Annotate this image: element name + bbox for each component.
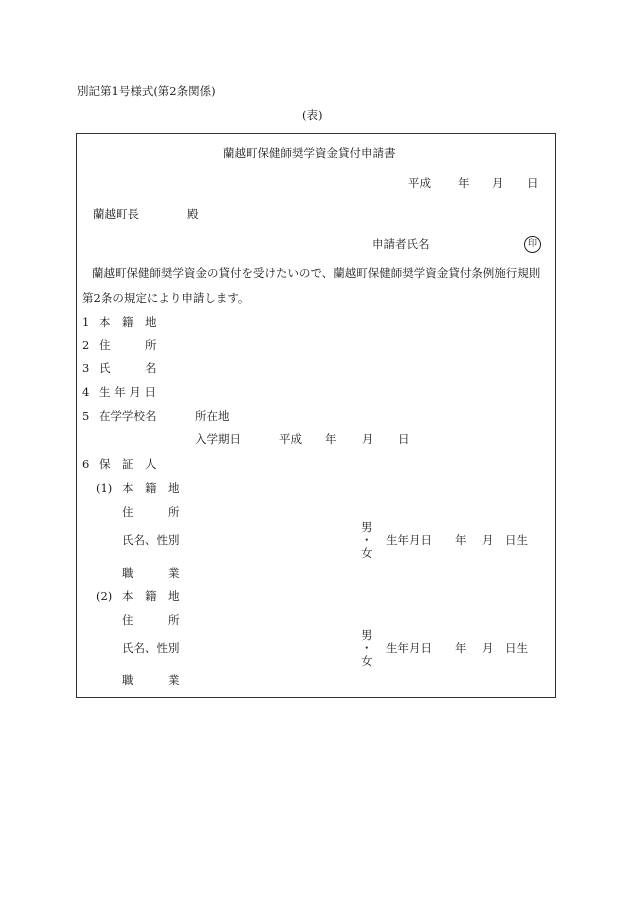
guarantor-1-birth-day: 日生: [505, 533, 528, 547]
guarantor-1-domicile-label: 本 籍 地: [122, 481, 180, 495]
date-month: 月: [492, 176, 504, 190]
item-6-guarantor-label: 保 証 人: [99, 457, 157, 471]
guarantor-1-birthdate-label: 生年月日: [386, 533, 432, 547]
guarantor-1-index: (1): [96, 481, 113, 495]
item-4-birthdate-label: 生 年 月 日: [99, 385, 156, 399]
guarantor-1-birth-month: 月: [482, 533, 494, 547]
item-2-address-label: 住 所: [99, 338, 157, 352]
item-5-school-label: 在学学校名: [99, 409, 157, 423]
date-era: 平成: [408, 176, 431, 190]
form-number: 別記第1号様式(第2条関係): [77, 84, 216, 98]
guarantor-2-birth-month: 月: [482, 641, 494, 655]
body-text-line1: 蘭越町保健師奨学資金の貸付を受けたいので、蘭越町保健師奨学資金貸付条例施行規則: [92, 266, 541, 280]
school-entry-year: 年: [325, 432, 337, 446]
form-title: 蘭越町保健師奨学資金貸付申請書: [223, 146, 396, 160]
guarantor-1-birth-year: 年: [455, 533, 467, 547]
school-entry-era: 平成: [279, 432, 302, 446]
school-entry-date-label: 入学期日: [195, 432, 241, 446]
school-location-label: 所在地: [195, 409, 230, 423]
guarantor-1-female-option: 女: [361, 546, 373, 560]
guarantor-2-address-label: 住 所: [122, 613, 180, 627]
item-5-number: 5: [82, 409, 90, 423]
body-text-line2: 第2条の規定により申請します。: [82, 291, 250, 305]
seal-mark: 印: [524, 236, 541, 253]
item-6-number: 6: [82, 457, 90, 471]
date-year: 年: [458, 176, 470, 190]
form-side-label: (表): [302, 108, 323, 122]
guarantor-1-sex-separator: ・: [361, 533, 373, 547]
item-2-number: 2: [82, 338, 90, 352]
guarantor-1-name-sex-label: 氏名、性別: [122, 533, 180, 547]
guarantor-2-male-option: 男: [361, 628, 373, 642]
item-3-number: 3: [82, 361, 90, 375]
guarantor-2-birth-year: 年: [455, 641, 467, 655]
item-1-number: 1: [82, 315, 90, 329]
addressee-honorific: 殿: [187, 207, 199, 221]
guarantor-1-male-option: 男: [361, 520, 373, 534]
guarantor-2-birth-day: 日生: [505, 641, 528, 655]
item-3-name-label: 氏 名: [99, 361, 157, 375]
guarantor-2-sex-separator: ・: [361, 641, 373, 655]
school-entry-day: 日: [398, 432, 410, 446]
guarantor-2-occupation-label: 職 業: [122, 673, 180, 687]
guarantor-2-female-option: 女: [361, 654, 373, 668]
guarantor-2-domicile-label: 本 籍 地: [122, 589, 180, 603]
date-day: 日: [527, 176, 539, 190]
guarantor-2-name-sex-label: 氏名、性別: [122, 641, 180, 655]
applicant-name-label: 申請者氏名: [372, 237, 430, 251]
guarantor-1-address-label: 住 所: [122, 505, 180, 519]
guarantor-1-occupation-label: 職 業: [122, 566, 180, 580]
school-entry-month: 月: [362, 432, 374, 446]
item-1-domicile-label: 本 籍 地: [99, 315, 157, 329]
guarantor-2-birthdate-label: 生年月日: [386, 641, 432, 655]
guarantor-2-index: (2): [96, 589, 113, 603]
addressee-name: 蘭越町長: [93, 207, 139, 221]
item-4-number: 4: [82, 385, 90, 399]
